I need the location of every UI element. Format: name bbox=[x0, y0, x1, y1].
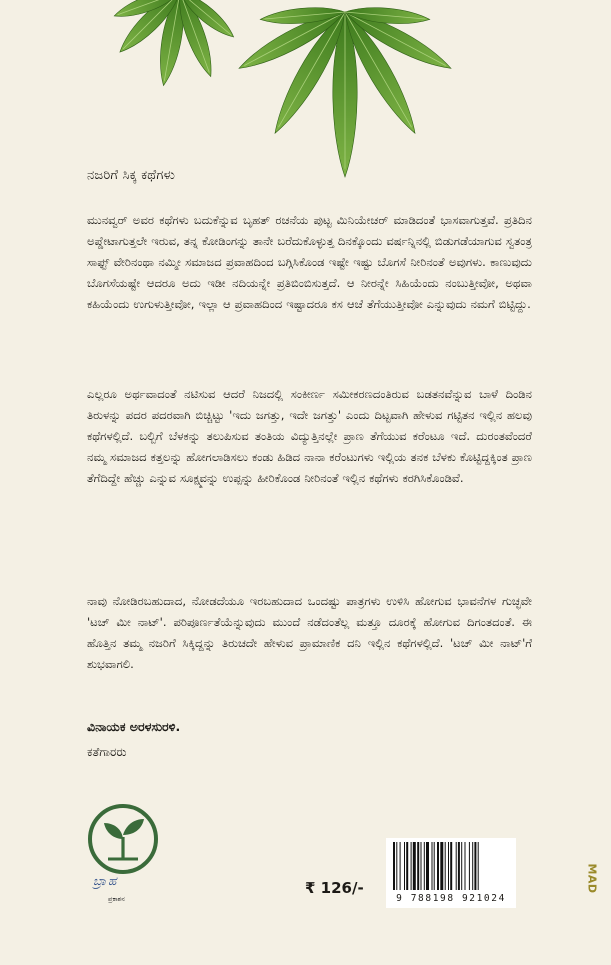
barcode-bar bbox=[432, 842, 433, 890]
leaf-illustration bbox=[0, 0, 611, 190]
barcode-bar bbox=[461, 842, 462, 890]
barcode-bar bbox=[406, 842, 408, 890]
barcode-bar bbox=[456, 842, 457, 890]
barcode-bar bbox=[440, 842, 443, 890]
barcode-bars bbox=[391, 842, 511, 892]
barcode-bar bbox=[413, 842, 416, 890]
publisher-name: ಬ್ರಾಹ bbox=[93, 874, 119, 888]
barcode-bar bbox=[450, 842, 452, 890]
signature-role: ಕತೆಗಾರರು bbox=[87, 745, 127, 759]
barcode-bar bbox=[445, 842, 446, 890]
barcode-bar bbox=[421, 842, 422, 890]
barcode-bar bbox=[472, 842, 473, 890]
barcode-bar bbox=[417, 842, 419, 890]
imprint-text: MAD bbox=[585, 863, 599, 894]
barcode-bar bbox=[434, 842, 435, 890]
sprouting-plant-logo-icon bbox=[86, 803, 160, 875]
signature-name: ವಿನಾಯಕ ಅರಳಸುರಳಿ. bbox=[87, 719, 181, 734]
barcode-bar bbox=[411, 842, 412, 890]
paragraph-3: ನಾವು ನೋಡಿರಬಹುದಾದ, ನೋಡದೆಯೂ ಇರಬಹುದಾದ ಒಂದಷ್ಟು ಪಾತ್ರಗಳು ಉಳಿಸಿ ಹೋಗುವ ಭಾವನೆಗಳ ಗುಚ್ಛವೇ 'ಟಚ್ ಮೀ ನಾಟ್'. ಪರಿಪೂರ್ಣತೆಯೆನ್ನುವುದು ಮುಂದೆ ನಡೆದಂತೆಲ್ಲ ಮತ್ತೂ ದೂರಕ್ಕೆ ಹೋಗುವ ದಿಗಂತದಂತೆ. ಈ ಹೊತ್ತಿನ ತಮ್ಮ ನಜರಿಗೆ ಸಿಕ್ಕಿದ್ದನ್ನು ತಿರುಚದೇ ಹೇಳುವ ಪ್ರಾಮಾಣಿಕ ದನಿ ಇಲ್ಲಿನ ಕಥೆಗಳಲ್ಲಿದೆ. 'ಟಚ್ ಮೀ ನಾಟ್'ಗೆ ಶುಭವಾಗಲಿ. bbox=[87, 594, 532, 671]
paragraph-2: ಎಲ್ಲರೂ ಅರ್ಥವಾದಂತೆ ನಟಿಸುವ ಆದರೆ ನಿಜದಲ್ಲಿ ಸಂಕೀರ್ಣ ಸಮೀಕರಣದಂತಿರುವ ಬಡತನವೆನ್ನುವ ಬಾಳೆ ದಿಂಡಿನ ತಿರುಳನ್ನು ಪದರ ಪದರವಾಗಿ ಬಿಚ್ಚಿಟ್ಟು 'ಇದು ಜಗತ್ತು, ಇದೇ ಜಗತ್ತು' ಎಂದು ದಿಟ್ಟವಾಗಿ ಹೇಳುವ ಗಟ್ಟಿತನ ಇಲ್ಲಿನ ಹಲವು ಕಥೆಗಳಲ್ಲಿದೆ. ಬಲ್ಬಿಗೆ ಬೆಳಕನ್ನು ತಲುಪಿಸುವ ತಂತಿಯ ವಿದ್ಯುತ್ತಿನಲ್ಲೇ ಪ್ರಾಣ ತೆಗೆಯುವ ಕರೆಂಟೂ ಇದೆ. ದುರಂತವೆಂದರೆ ನಮ್ಮ ಸಮಾಜದ ಕತ್ತಲನ್ನು ಹೋಗಲಾಡಿಸಲು ಕಂಡು ಹಿಡಿದ ನಾನಾ ಕರೆಂಟುಗಳು ಇಲ್ಲಿಯ ತನಕ ಬೆಳಕು ಕೊಟ್ಟಿದ್ದಕ್ಕಿಂತ ಪ್ರಾಣ ತೆಗೆದಿದ್ದೇ ಹೆಚ್ಚು ಎನ್ನುವ ಸೂಕ್ಷ್ಮವನ್ನು ಉಪ್ಪನ್ನು ಹೀರಿಕೊಂಡ ನೀರಿನಂತೆ ಇಲ್ಲಿನ ಕಥೆಗಳು ಕರಗಿಸಿಕೊಂಡಿವೆ. bbox=[87, 387, 532, 485]
barcode-bar bbox=[393, 842, 395, 890]
barcode-bar bbox=[458, 842, 460, 890]
imprint-mark bbox=[585, 860, 605, 900]
section-heading: ನಜರಿಗೆ ಸಿಕ್ಕ ಕಥೆಗಳು bbox=[87, 168, 176, 183]
barcode-bar bbox=[465, 842, 466, 890]
paragraph-1: ಮುನವ್ವರ್ ಅವರ ಕಥೆಗಳು ಬದುಕೆನ್ನುವ ಬೃಹತ್ ರಚನೆಯ ಪುಟ್ಟ ಮಿನಿಯೇಚರ್ ಮಾಡಿದಂತೆ ಭಾಸವಾಗುತ್ತವೆ. ಪ್ರತಿದಿನ ಅಪ್ಡೇಟಾಗುತ್ತಲೇ ಇರುವ, ತನ್ನ ಕೋಡಿಂಗನ್ನು ತಾನೇ ಬರೆದುಕೊಳ್ಳುತ್ತ ದಿನಕ್ಕೊಂದು ವರ್ಷನ್ನಿನಲ್ಲಿ ಬಿಡುಗಡೆಯಾಗುವ ಸ್ವತಂತ್ರ ಸಾಫ್ಟ್ ವೇರಿನಂಥಾ ನಮ್ಮೀ ಸಮಾಜದ ಪ್ರವಾಹದಿಂದ ಬಗ್ಗಿಸಿಕೊಂಡ ಇಷ್ಟೇ ಇಷ್ಟು ಬೊಗಸೆ ನೀರಿನಂತೆ ಅವುಗಳು. ಕಾಣುವುದು ಬೊಗಸೆಯಷ್ಟೇ ಆದರೂ ಅದು ಇಡೀ ನದಿಯನ್ನೇ ಪ್ರತಿಬಿಂಬಿಸುತ್ತದೆ. ಆ ನೀರನ್ನೇ ಸಿಹಿಯೆಂದು ನಂಬುತ್ತೀವೋ, ಅಥವಾ ಕಹಿಯೆಂದು ಉಗುಳುತ್ತೀವೋ, ಇಲ್ಲಾ ಆ ಪ್ರವಾಹದಿಂದ ಇಷ್ಟಾದರೂ ಕಸ ಆಚೆ ತೆಗೆಯುತ್ತೀವೋ ಎನ್ನುವುದು ನಮಗೆ ಬಿಟ್ಟಿದ್ದು. bbox=[87, 213, 532, 311]
barcode-bar bbox=[426, 842, 429, 890]
barcode-bar bbox=[474, 842, 476, 890]
isbn-barcode bbox=[386, 838, 516, 908]
barcode-bar bbox=[448, 842, 449, 890]
barcode-bar bbox=[478, 842, 479, 890]
isbn-number: 9 788198 921024 bbox=[396, 893, 506, 904]
price-label: ₹ 126/- bbox=[305, 879, 364, 897]
publisher-caption: ಪ್ರಕಾಶನ bbox=[108, 895, 125, 903]
barcode-bar bbox=[400, 842, 401, 890]
barcode-bar bbox=[469, 842, 470, 890]
barcode-bar bbox=[424, 842, 425, 890]
barcode-bar bbox=[404, 842, 405, 890]
barcode-bar bbox=[396, 842, 397, 890]
barcode-bar bbox=[437, 842, 439, 890]
